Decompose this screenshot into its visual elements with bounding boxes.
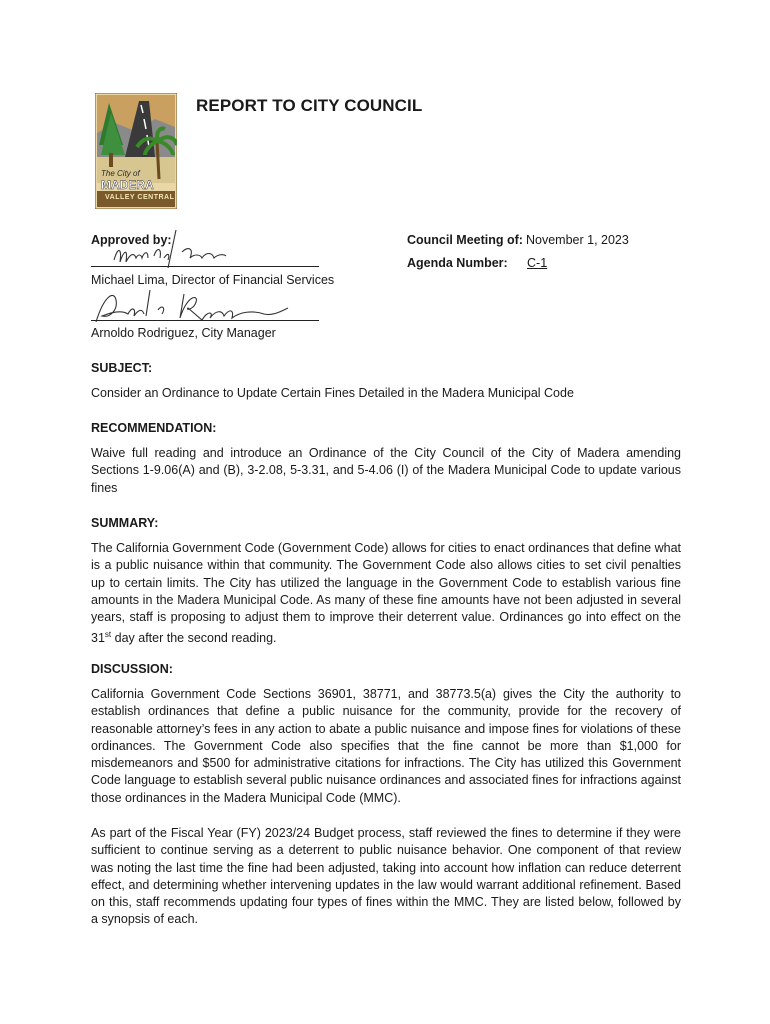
discussion-heading: DISCUSSION: <box>91 662 173 676</box>
approved-by-label: Approved by: <box>91 233 172 247</box>
summary-superscript: st <box>104 630 112 640</box>
subject-heading: SUBJECT: <box>91 361 153 375</box>
signature-line-1 <box>91 266 319 267</box>
page-title: REPORT TO CITY COUNCIL <box>196 96 423 115</box>
signature-michael-lima <box>108 228 233 274</box>
recommendation-text: Waive full reading and introduce an Ordinance of the City Council of the City of Madera amending Sections 1-9.06(A) and (B), 3-2.08, 5-3.31, and 5-4.06 (I) of the Madera Municipal Code to update various fines <box>91 446 681 495</box>
agenda-label: Agenda Number: <box>407 256 508 270</box>
logo-text-line1: The City of <box>101 169 140 178</box>
summary-text-end: day after the second reading. <box>111 631 277 646</box>
approver-1-name: Michael Lima, Director of Financial Services <box>91 273 335 287</box>
meeting-date: November 1, 2023 <box>526 233 629 247</box>
summary-heading: SUMMARY: <box>91 516 159 530</box>
meeting-label: Council Meeting of: <box>407 233 523 247</box>
city-of-madera-logo <box>95 93 177 209</box>
recommendation-heading: RECOMMENDATION: <box>91 421 217 435</box>
logo-text-line2: MADERA <box>101 178 154 192</box>
subject-text: Consider an Ordinance to Update Certain Fines Detailed in the Madera Municipal Code <box>91 386 574 400</box>
logo-text-line3: VALLEY CENTRAL <box>105 194 175 201</box>
agenda-number: C-1 <box>527 256 548 270</box>
signature-line-2 <box>91 320 319 321</box>
summary-text-main: The California Government Code (Government Code) allows for cities to enact ordinances that define what is a public nuisance within that community. The Government Code also allows cities to set civil penalties up to certain limits. The City has utilized the language in the Government Code to establish various fine amounts in the Madera Municipal Code. As many of these fine amounts have not been adjusted in several years, staff is proposing to adjust them to improve their deterrent value. Ordinances go into effect on the 31 <box>91 541 681 646</box>
summary-text <box>91 540 681 648</box>
discussion-paragraph-2: As part of the Fiscal Year (FY) 2023/24 Budget process, staff reviewed the fines to determine if they were sufficient to continue serving as a deterrent to public nuisance behavior. One component of that review was noting the last time the fine had been adjusted, taking into account how inflation can reduce deterrent effect, and determining whether intervening updates in the law would warrant additional refinement. Based on this, staff recommends updating four types of fines within the MMC. They are listed below, followed by a synopsis of each. <box>91 826 681 927</box>
approver-2-name: Arnoldo Rodriguez, City Manager <box>91 326 276 340</box>
discussion-paragraph-1: California Government Code Sections 36901, 38771, and 38773.5(a) gives the City the authority to establish ordinances that define a public nuisance for the community, provide for the recovery of reasonable attorney’s fees in any action to abate a public nuisance and impose fines for violations of these ordinances. The Government Code also specifies that the fine cannot be more than $1,000 for misdemeanors and $500 for administrative citations for infractions. The City has utilized this Government Code language to establish several public nuisance ordinances and associated fines for infractions against those ordinances in the Madera Municipal Code (MMC). <box>91 687 681 805</box>
